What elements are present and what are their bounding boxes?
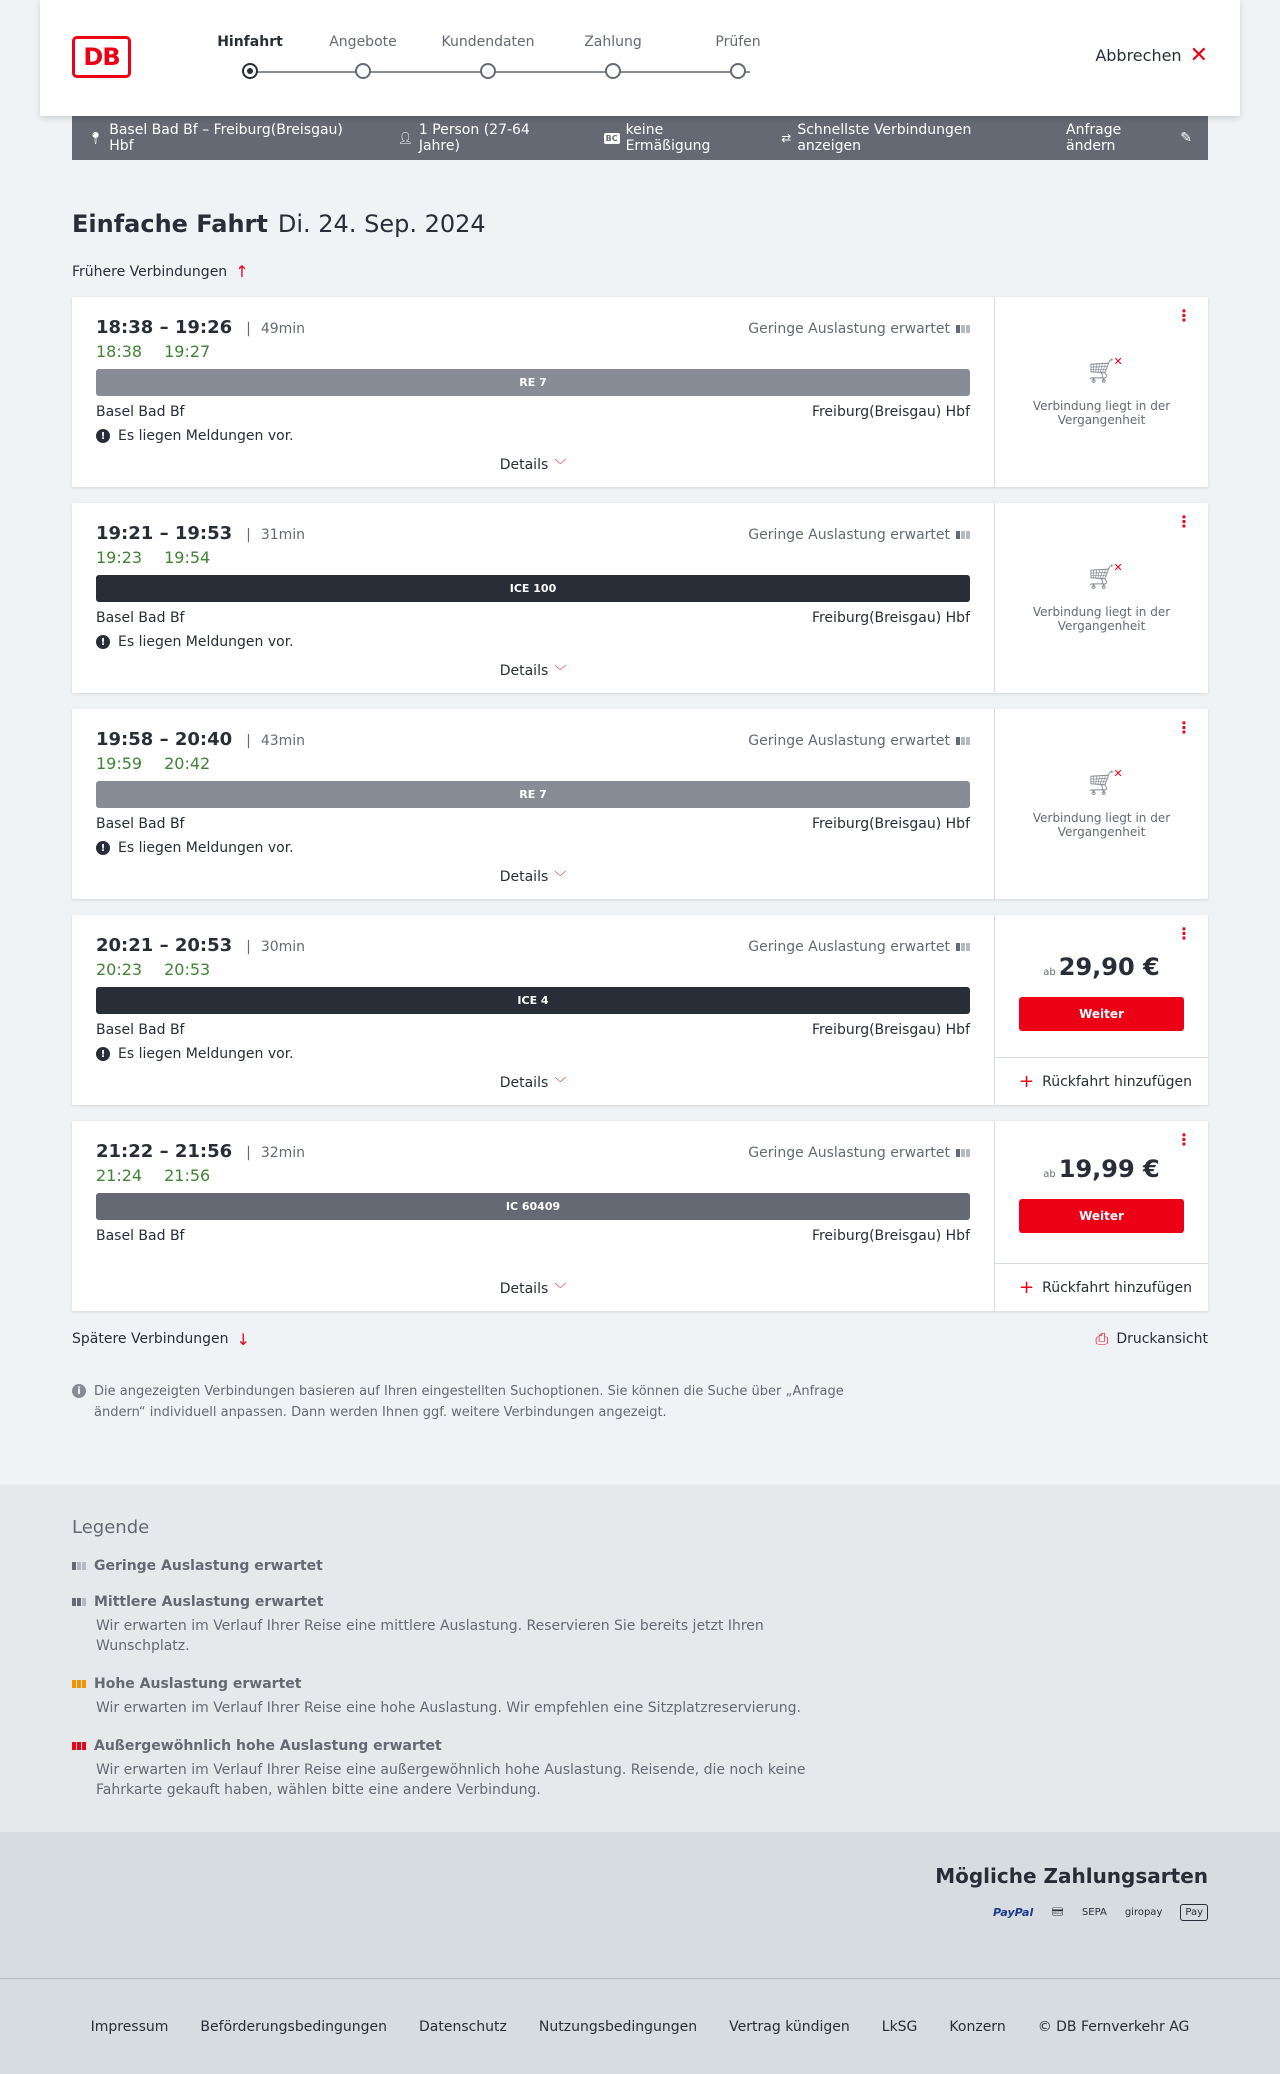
trip-type: Einfache Fahrt	[72, 210, 268, 238]
alert-icon: !	[96, 429, 110, 443]
connection-info	[72, 297, 995, 487]
planned-times: 19:58 – 20:40	[96, 729, 233, 750]
earlier-connections-link[interactable]	[72, 262, 1208, 281]
details-toggle[interactable]	[72, 868, 994, 885]
fastest-summary	[781, 122, 1034, 154]
realtime-arrival: 21:56	[164, 1166, 211, 1185]
notice	[96, 634, 970, 650]
train-bar: ICE 4	[96, 987, 970, 1014]
occupancy-low-icon	[956, 943, 970, 951]
step-dot	[242, 63, 258, 79]
alert-icon: !	[96, 841, 110, 855]
notice-text: Es liegen Meldungen vor.	[118, 1046, 294, 1062]
chevron-down-icon: ﹀	[554, 870, 567, 884]
credit-card-icon: 💳︎	[1051, 1907, 1064, 1918]
departure-station: Basel Bad Bf	[96, 610, 185, 626]
step-label: Angebote	[329, 34, 397, 50]
past-connection-info	[995, 503, 1208, 693]
realtime-arrival: 19:27	[164, 342, 211, 361]
planned-times: 18:38 – 19:26	[96, 317, 233, 338]
notice-text: Es liegen Meldungen vor.	[118, 634, 294, 650]
occupancy-text: Geringe Auslastung erwartet	[748, 939, 950, 955]
edit-request-button[interactable]	[1066, 122, 1192, 154]
chevron-down-icon: ﹀	[554, 1282, 567, 1296]
realtime-departure: 20:23	[96, 960, 143, 979]
details-label: Details	[499, 1281, 549, 1297]
arrival-station: Freiburg(Breisgau) Hbf	[811, 404, 970, 420]
footer-link-konzern[interactable]: Konzern	[949, 2018, 1006, 2035]
occupancy-low-icon	[956, 531, 970, 539]
info-text: Die angezeigten Verbindungen basieren auf Ihren eingestellten Suchoptionen. Sie können die Suche über „Anfrage ändern“ individuell anpassen. Dann werden Ihnen ggf. weitere Verbindungen angezeigt.	[94, 1384, 844, 1420]
realtime-arrival: 20:42	[164, 754, 211, 773]
duration: 30min	[260, 939, 306, 955]
connection-card[interactable]	[72, 915, 1208, 1105]
legend-item-title: Geringe Auslastung erwartet	[94, 1558, 323, 1574]
continue-button[interactable]: Weiter	[1019, 997, 1184, 1031]
alert-icon: !	[96, 1047, 110, 1061]
step-label: Zahlung	[584, 34, 642, 50]
swap-arrows-icon: ⇄	[781, 131, 792, 145]
add-return-label: Rückfahrt hinzufügen	[1042, 1073, 1192, 1090]
discount-summary	[604, 122, 750, 154]
train-bar: RE 7	[96, 369, 970, 396]
cancel-label: Abbrechen	[1095, 46, 1182, 65]
details-label: Details	[499, 663, 549, 679]
printer-icon: ⎙	[1095, 1329, 1109, 1348]
details-toggle[interactable]	[72, 1280, 994, 1297]
occupancy-low-icon	[956, 1149, 970, 1157]
realtime-departure: 21:24	[96, 1166, 143, 1185]
connection-info	[72, 1121, 995, 1311]
occupancy-info	[748, 1145, 970, 1161]
cart-unavailable-icon: 🛒︎ ✕	[1086, 767, 1123, 797]
more-options-icon[interactable]: ⋮	[1176, 306, 1192, 325]
footer-link-befoerderungsbedingungen[interactable]: Beförderungsbedingungen	[200, 2018, 387, 2035]
details-toggle[interactable]	[72, 662, 994, 679]
print-label: Druckansicht	[1116, 1331, 1208, 1347]
cart-unavailable-icon: 🛒︎ ✕	[1086, 355, 1123, 385]
giropay-icon: giropay	[1124, 1907, 1163, 1918]
notice	[96, 840, 970, 856]
occupancy-text: Geringe Auslastung erwartet	[748, 1145, 950, 1161]
connection-info	[72, 915, 995, 1105]
step-dot	[480, 63, 496, 79]
step-label: Kundendaten	[441, 34, 535, 50]
duration: 31min	[260, 527, 306, 543]
connection-card[interactable]	[72, 297, 1208, 487]
occupancy-low-icon	[956, 737, 970, 745]
legend-item-title: Hohe Auslastung erwartet	[94, 1676, 302, 1692]
connection-card[interactable]	[72, 1121, 1208, 1311]
alert-icon: !	[96, 635, 110, 649]
planned-times: 21:22 – 21:56	[96, 1141, 233, 1162]
payment-icons	[72, 1904, 1208, 1921]
train-bar: RE 7	[96, 781, 970, 808]
later-row	[72, 1329, 1208, 1349]
persons-summary	[398, 122, 572, 154]
offer-area	[995, 503, 1208, 693]
occupancy-info	[748, 527, 970, 543]
details-label: Details	[499, 457, 549, 473]
occupancy-low-icon	[72, 1562, 86, 1570]
step-angebote	[303, 34, 423, 79]
connection-card[interactable]	[72, 503, 1208, 693]
realtime-departure: 18:38	[96, 342, 143, 361]
past-status-text: Verbindung liegt in der Vergangenheit	[1032, 605, 1171, 633]
separator: |	[246, 939, 251, 955]
info-icon: i	[72, 1384, 86, 1398]
step-dot	[605, 63, 621, 79]
offer-area	[995, 297, 1208, 487]
booking-stepper	[210, 0, 790, 116]
search-info-note	[72, 1381, 852, 1423]
price-prefix: ab	[1043, 967, 1056, 978]
footer-link-impressum[interactable]: Impressum	[90, 2018, 169, 2035]
chevron-down-icon: ﹀	[554, 664, 567, 678]
step-hinfahrt	[190, 34, 310, 79]
fastest-text: Schnellste Verbindungen anzeigen	[797, 122, 972, 154]
duration: 43min	[260, 733, 306, 749]
footer	[0, 1978, 1280, 2074]
more-options-icon[interactable]: ⋮	[1176, 718, 1192, 737]
legend-title: Legende	[72, 1517, 150, 1538]
legend-item-desc: Wir erwarten im Verlauf Ihrer Reise eine mittlere Auslastung. Reservieren Sie bereits jetzt Ihren Wunschplatz.	[96, 1618, 764, 1654]
legend-item-medium	[72, 1594, 1208, 1656]
departure-station: Basel Bad Bf	[96, 1022, 185, 1038]
add-return-label: Rückfahrt hinzufügen	[1042, 1279, 1192, 1296]
offer-area	[995, 1121, 1208, 1311]
page-title	[72, 210, 1208, 238]
occupancy-info	[748, 321, 970, 337]
arrival-station: Freiburg(Breisgau) Hbf	[811, 610, 970, 626]
legend-item-very-high	[72, 1738, 1208, 1800]
past-connection-info	[995, 297, 1208, 487]
trip-date: Di. 24. Sep. 2024	[277, 210, 486, 238]
legend-item-desc: Wir erwarten im Verlauf Ihrer Reise eine außergewöhnlich hohe Auslastung. Reisende, die noch keine Fahrkarte gekauft haben, wählen bitte eine andere Verbindung.	[96, 1762, 806, 1798]
price-prefix: ab	[1043, 1169, 1056, 1180]
price	[1043, 1155, 1159, 1183]
price-value: 19,99 €	[1058, 1155, 1160, 1183]
apple-pay-icon	[1180, 1904, 1208, 1921]
apple-pay-label: Pay	[1185, 1907, 1203, 1918]
past-status-text: Verbindung liegt in der Vergangenheit	[1032, 811, 1171, 839]
step-dot	[730, 63, 746, 79]
step-kundendaten	[428, 34, 548, 79]
plus-icon: +	[1019, 1277, 1035, 1298]
connection-info	[72, 709, 995, 899]
step-zahlung	[553, 34, 673, 79]
notice	[96, 1046, 970, 1062]
planned-times: 20:21 – 20:53	[96, 935, 233, 956]
occupancy-info	[748, 733, 970, 749]
db-logo[interactable]: DB	[72, 36, 131, 78]
earlier-label: Frühere Verbindungen	[72, 263, 228, 280]
realtime-arrival: 19:54	[164, 548, 211, 567]
past-status-text: Verbindung liegt in der Vergangenheit	[1032, 399, 1171, 427]
details-label: Details	[499, 1075, 549, 1091]
legend-item-title: Außergewöhnlich hohe Auslastung erwartet	[94, 1738, 442, 1754]
occupancy-text: Geringe Auslastung erwartet	[748, 733, 950, 749]
more-options-icon[interactable]: ⋮	[1176, 512, 1192, 531]
footer-link-datenschutz[interactable]: Datenschutz	[418, 2018, 507, 2035]
add-return-button[interactable]	[995, 1263, 1208, 1311]
occupancy-info	[748, 939, 970, 955]
payment-title: Mögliche Zahlungsarten	[935, 1864, 1208, 1888]
past-connection-info	[995, 709, 1208, 899]
step-dot	[355, 63, 371, 79]
price-value: 29,90 €	[1058, 953, 1160, 981]
arrival-station: Freiburg(Breisgau) Hbf	[811, 1022, 970, 1038]
details-toggle[interactable]	[72, 1074, 994, 1091]
notice	[96, 428, 970, 444]
occupancy-high-icon	[72, 1680, 86, 1688]
step-label: Hinfahrt	[217, 34, 283, 50]
occupancy-very-high-icon	[72, 1742, 86, 1750]
notice-text: Es liegen Meldungen vor.	[118, 840, 294, 856]
more-options-icon[interactable]: ⋮	[1176, 1130, 1192, 1149]
edit-request-label: Anfrage ändern	[1066, 122, 1122, 154]
person-icon: 👤︎	[397, 131, 413, 145]
duration: 49min	[260, 321, 306, 337]
departure-station: Basel Bad Bf	[96, 1228, 185, 1244]
cart-unavailable-icon: 🛒︎ ✕	[1086, 561, 1123, 591]
payment-section	[0, 1832, 1280, 1978]
bahncard-icon: BC	[605, 133, 618, 143]
step-pruefen	[678, 34, 798, 79]
footer-link-vertrag-kuendigen[interactable]: Vertrag kündigen	[729, 2018, 850, 2035]
chevron-down-icon: ﹀	[554, 1076, 567, 1090]
details-label: Details	[499, 869, 549, 885]
occupancy-text: Geringe Auslastung erwartet	[748, 321, 950, 337]
legend-item-title: Mittlere Auslastung erwartet	[94, 1594, 324, 1610]
separator: |	[246, 1145, 251, 1161]
legend-item-high	[72, 1676, 1208, 1718]
chevron-down-icon: ﹀	[554, 458, 567, 472]
legend-item-desc: Wir erwarten im Verlauf Ihrer Reise eine hohe Auslastung. Wir empfehlen eine Sitzplatzreservierung.	[96, 1700, 801, 1716]
print-view-button[interactable]	[1096, 1329, 1208, 1349]
sepa-icon: SEPA	[1081, 1907, 1107, 1918]
footer-copyright: © DB Fernverkehr AG	[1037, 2018, 1190, 2035]
arrival-station: Freiburg(Breisgau) Hbf	[811, 816, 970, 832]
add-return-button[interactable]	[995, 1057, 1208, 1105]
arrow-down-icon: ↓	[236, 1329, 250, 1349]
pencil-icon: ✎	[1180, 130, 1192, 146]
connection-card[interactable]	[72, 709, 1208, 899]
close-icon: ✕	[1189, 42, 1208, 68]
planned-times: 19:21 – 19:53	[96, 523, 233, 544]
route-summary	[88, 122, 366, 154]
realtime-arrival: 20:53	[164, 960, 211, 979]
continue-button[interactable]: Weiter	[1019, 1199, 1184, 1233]
separator: |	[246, 321, 251, 337]
duration: 32min	[260, 1145, 306, 1161]
departure-station: Basel Bad Bf	[96, 816, 185, 832]
main-content	[72, 210, 1208, 1423]
location-pin-icon: 📍︎	[88, 131, 104, 145]
realtime-departure: 19:59	[96, 754, 143, 773]
cancel-button[interactable]	[1095, 42, 1208, 68]
footer-link-nutzungsbedingungen[interactable]: Nutzungsbedingungen	[538, 2018, 698, 2035]
discount-text: keine Ermäßigung	[625, 122, 711, 154]
separator: |	[246, 733, 251, 749]
persons-text: 1 Person (27-64 Jahre)	[418, 122, 530, 154]
train-bar: ICE 100	[96, 575, 970, 602]
route-text: Basel Bad Bf – Freiburg(Breisgau) Hbf	[109, 122, 343, 154]
legend-item-low	[72, 1558, 1208, 1574]
occupancy-text: Geringe Auslastung erwartet	[748, 527, 950, 543]
step-label: Prüfen	[715, 34, 761, 50]
offer-area	[995, 709, 1208, 899]
occupancy-low-icon	[956, 325, 970, 333]
details-toggle[interactable]	[72, 456, 994, 473]
connection-info	[72, 503, 995, 693]
offer-area	[995, 915, 1208, 1105]
top-header	[40, 0, 1240, 116]
separator: |	[246, 527, 251, 543]
footer-link-lksg[interactable]: LkSG	[881, 2018, 918, 2035]
train-bar: IC 60409	[96, 1193, 970, 1220]
later-connections-link[interactable]	[72, 1330, 250, 1349]
arrow-up-icon: ↑	[235, 262, 249, 281]
occupancy-medium-icon	[72, 1598, 86, 1606]
notice-text: Es liegen Meldungen vor.	[118, 428, 294, 444]
plus-icon: +	[1019, 1071, 1035, 1092]
price	[1043, 953, 1159, 981]
legend-section	[0, 1485, 1280, 1832]
departure-station: Basel Bad Bf	[96, 404, 185, 420]
later-label: Spätere Verbindungen	[72, 1331, 229, 1347]
arrival-station: Freiburg(Breisgau) Hbf	[811, 1228, 970, 1244]
search-summary-bar	[72, 116, 1208, 160]
paypal-icon: PayPal	[993, 1906, 1034, 1919]
more-options-icon[interactable]: ⋮	[1176, 924, 1192, 943]
realtime-departure: 19:23	[96, 548, 143, 567]
